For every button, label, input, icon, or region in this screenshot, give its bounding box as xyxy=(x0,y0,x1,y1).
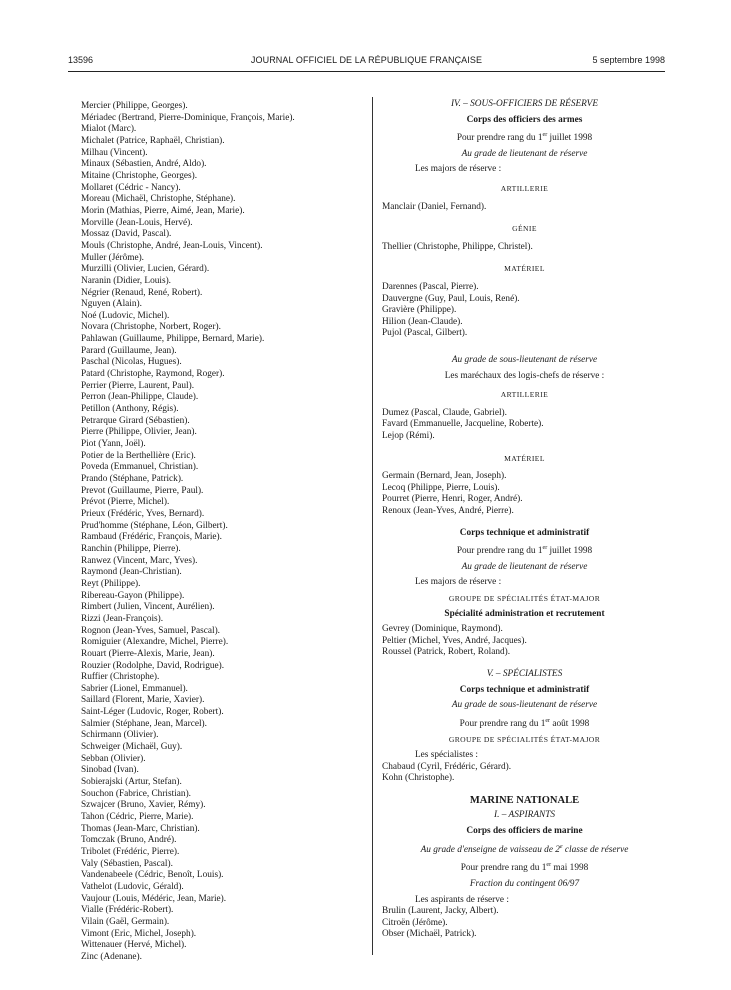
rang-aout: Pour prendre rang du 1er août 1998 xyxy=(459,717,590,729)
specialite-admin-heading: Spécialité administration et recrutement xyxy=(444,608,605,619)
name-entry: Salmier (Stéphane, Jean, Marcel). xyxy=(81,718,207,729)
majors2-label: Les majors de réserve : xyxy=(415,577,502,588)
name-entry: Ranwez (Vincent, Marc, Yves). xyxy=(81,555,198,566)
aspirants-name-list xyxy=(382,906,667,941)
materiel2-label: MATÉRIEL xyxy=(504,453,545,463)
name-entry: Gevrey (Dominique, Raymond). xyxy=(382,624,503,635)
name-entry: Perrier (Pierre, Laurent, Paul). xyxy=(81,380,195,391)
name-entry: Prevot (Guillaume, Pierre, Paul). xyxy=(81,485,204,496)
name-entry: Raymond (Jean-Christian). xyxy=(81,567,182,578)
name-entry: Muller (Jérôme). xyxy=(81,252,144,263)
corps-marine-heading: Corps des officiers de marine xyxy=(466,826,583,836)
header-rule xyxy=(68,71,665,72)
name-entry: Saint-Léger (Ludovic, Roger, Robert). xyxy=(81,707,224,718)
name-entry: Kohn (Christophe). xyxy=(382,773,455,784)
name-entry: Reyt (Philippe). xyxy=(81,578,141,589)
rang-juillet-2: Pour prendre rang du 1er juillet 1998 xyxy=(456,545,593,557)
rang-juillet: Pour prendre rang du 1er juillet 1998 xyxy=(456,132,593,144)
name-entry: Dumez (Pascal, Claude, Gabriel). xyxy=(382,407,507,418)
name-entry: Chabaud (Cyril, Frédéric, Gérard). xyxy=(382,761,512,772)
name-entry: Pujol (Pascal, Gilbert). xyxy=(382,328,468,339)
name-entry: Petillon (Anthony, Régis). xyxy=(81,404,179,415)
name-entry: Mériadec (Bertrand, Pierre-Dominique, François, Marie). xyxy=(81,112,295,123)
page-number: 13596 xyxy=(68,55,94,65)
name-entry: Pierre (Philippe, Olivier, Jean). xyxy=(81,427,197,438)
name-entry: Mossaz (David, Pascal). xyxy=(81,229,172,240)
fraction-contingent: Fraction du contingent 06/97 xyxy=(469,878,580,889)
journal-title: JOURNAL OFFICIEL DE LA RÉPUBLIQUE FRANÇAISE xyxy=(250,55,483,65)
name-entry: Renoux (Jean-Yves, André, Pierre). xyxy=(382,505,514,516)
name-entry: Prieux (Frédéric, Yves, Bernard). xyxy=(81,508,205,519)
name-entry: Noé (Ludovic, Michel). xyxy=(81,310,170,321)
groupe-em-label: GROUPE DE SPÉCIALITÉS ÉTAT-MAJOR xyxy=(448,594,601,603)
name-entry: Wittenauer (Hervé, Michel). xyxy=(81,940,187,951)
name-entry: Peltier (Michel, Yves, André, Jacques). xyxy=(382,635,527,646)
name-entry: Favard (Emmanuelle, Jacqueline, Roberte). xyxy=(382,419,544,430)
name-entry: Petrarque Girard (Sébastien). xyxy=(81,415,190,426)
name-entry: Rouart (Pierre-Alexis, Marie, Jean). xyxy=(81,648,215,659)
name-entry: Perron (Jean-Philippe, Claude). xyxy=(81,392,199,403)
artillerie-name-list xyxy=(382,202,667,214)
right-column xyxy=(382,99,667,941)
name-entry: Vimont (Eric, Michel, Joseph). xyxy=(81,928,197,939)
name-entry: Brulin (Laurent, Jacky, Albert). xyxy=(382,906,499,917)
name-entry: Tribolet (Frédéric, Pierre). xyxy=(81,847,180,857)
name-entry: Négrier (Renaud, René, Robert). xyxy=(81,287,203,298)
name-entry: Naranin (Didier, Louis). xyxy=(81,275,171,286)
name-entry: Sebban (Olivier). xyxy=(81,753,146,764)
name-entry: Vialle (Frédéric-Robert). xyxy=(81,905,174,916)
publication-date: 5 septembre 1998 xyxy=(592,55,665,65)
name-entry: Romiguier (Alexandre, Michel, Pierre). xyxy=(81,637,229,648)
name-entry: Potier de la Berthellière (Eric). xyxy=(81,450,196,461)
genie-name-list xyxy=(382,242,667,254)
aspirants-label: Les aspirants de réserve : xyxy=(415,894,509,905)
page-header xyxy=(68,55,665,69)
name-entry: Minaux (Sébastien, André, Aldo). xyxy=(81,159,207,170)
rang-mai: Pour prendre rang du 1er mai 1998 xyxy=(460,862,589,874)
marechaux-label: Les maréchaux des logis-chefs de réserve : xyxy=(444,370,605,381)
name-entry: Morville (Jean-Louis, Hervé). xyxy=(81,217,193,228)
name-entry: Ruffier (Christophe). xyxy=(81,672,160,683)
name-entry: Sabrier (Lionel, Emmanuel). xyxy=(81,683,188,694)
name-entry: Lejop (Rémi). xyxy=(382,430,435,441)
admin-name-list xyxy=(382,624,667,659)
name-entry: Morin (Mathias, Pierre, Aimé, Jean, Marie). xyxy=(81,205,245,216)
majors-label: Les majors de réserve : xyxy=(415,164,502,175)
name-entry: Vaujour (Louis, Médéric, Jean, Marie). xyxy=(81,893,227,904)
name-entry: Roussel (Patrick, Robert, Roland). xyxy=(382,647,511,658)
name-entry: Tahon (Cédric, Pierre, Marie). xyxy=(81,812,194,823)
name-entry: Sobierajski (Artur, Stefan). xyxy=(81,777,182,788)
section-v-title: V. – SPÉCIALISTES xyxy=(486,668,563,679)
corps-technique-heading: Corps technique et administratif xyxy=(459,527,590,538)
name-entry: Parard (Guillaume, Jean). xyxy=(81,345,177,356)
name-entry: Piot (Yann, Joël). xyxy=(81,439,146,450)
name-entry: Valy (Sébastien, Pascal). xyxy=(81,858,173,869)
name-entry: Lecoq (Philippe, Pierre, Louis). xyxy=(382,482,500,493)
name-entry: Rizzi (Jean-François). xyxy=(81,613,164,624)
materiel-name-list xyxy=(382,282,667,340)
left-column-name-list xyxy=(81,101,366,964)
name-entry: Ribereau-Gayon (Philippe). xyxy=(81,590,185,601)
name-entry: Pourret (Pierre, Henri, Roger, André). xyxy=(382,494,523,505)
name-entry: Patard (Christophe, Raymond, Roger). xyxy=(81,369,225,380)
name-entry: Vathelot (Ludovic, Gérald). xyxy=(81,881,184,892)
name-entry: Tomczak (Bruno, André). xyxy=(81,835,177,846)
column-divider xyxy=(372,97,373,955)
name-entry: Thomas (Jean-Marc, Christian). xyxy=(81,823,200,834)
name-entry: Zinc (Adenane). xyxy=(81,951,142,962)
grade-sous-lieutenant-2: Au grade de sous-lieutenant de réserve xyxy=(451,700,598,711)
name-entry: Sinobad (Ivan). xyxy=(81,765,139,776)
grade-lieutenant-2: Au grade de lieutenant de réserve xyxy=(461,561,588,572)
name-entry: Prévot (Pierre, Michel). xyxy=(81,497,170,508)
section-iv-title: IV. – SOUS-OFFICIERS DE RÉSERVE xyxy=(450,99,599,109)
name-entry: Michalet (Patrice, Raphaël, Christian). xyxy=(81,135,225,146)
grade-sous-lieutenant: Au grade de sous-lieutenant de réserve xyxy=(451,355,598,365)
artillerie2-label: ARTILLERIE xyxy=(500,390,549,400)
materiel2-name-list xyxy=(382,471,667,517)
name-entry: Germain (Bernard, Jean, Joseph). xyxy=(382,471,507,482)
artillerie-label: ARTILLERIE xyxy=(500,184,549,194)
marine-title: MARINE NATIONALE xyxy=(469,794,580,806)
name-entry: Darennes (Pascal, Pierre). xyxy=(382,282,479,293)
name-entry: Vilain (Gaël, Germain). xyxy=(81,916,170,927)
name-entry: Rimbert (Julien, Vincent, Aurélien). xyxy=(81,602,215,613)
grade-lieutenant: Au grade de lieutenant de réserve xyxy=(461,148,588,159)
name-entry: Schweiger (Michaël, Guy). xyxy=(81,742,183,753)
name-entry: Paschal (Nicolas, Hugues). xyxy=(81,357,182,368)
name-entry: Prud'homme (Stéphane, Léon, Gilbert). xyxy=(81,520,228,531)
name-entry: Murzilli (Olivier, Lucien, Gérard). xyxy=(81,264,210,275)
name-entry: Souchon (Fabrice, Christian). xyxy=(81,788,191,799)
name-entry: Hilion (Jean-Claude). xyxy=(382,316,463,327)
name-entry: Obser (Michaël, Patrick). xyxy=(382,929,477,940)
name-entry: Gravière (Philippe). xyxy=(382,305,457,316)
grade-enseigne: Au grade d'enseigne de vaisseau de 2e classe de réserve xyxy=(420,843,629,855)
name-entry: Rouzier (Rodolphe, David, Rodrigue). xyxy=(81,660,225,671)
artillerie2-name-list xyxy=(382,408,667,443)
name-entry: Nguyen (Alain). xyxy=(81,299,142,310)
corps-technique-2-heading: Corps technique et administratif xyxy=(459,684,590,695)
name-entry: Dauvergne (Guy, Paul, Louis, René). xyxy=(382,293,520,304)
groupe-em2-label: GROUPE DE SPÉCIALITÉS ÉTAT-MAJOR xyxy=(448,735,601,745)
name-entry: Mouls (Christophe, André, Jean-Louis, Vincent). xyxy=(81,240,263,251)
name-entry: Manclair (Daniel, Fernand). xyxy=(382,201,487,212)
aspirants-title: I. – ASPIRANTS xyxy=(493,810,556,821)
name-entry: Moreau (Michaël, Christophe, Stéphane). xyxy=(81,194,236,205)
name-entry: Vandenabeele (Cédric, Benoît, Louis). xyxy=(81,870,224,881)
name-entry: Saillard (Florent, Marie, Xavier). xyxy=(81,695,205,706)
corps-armes-heading: Corps des officiers des armes xyxy=(466,114,583,125)
specialistes-name-list xyxy=(382,762,667,785)
name-entry: Citroën (Jérôme). xyxy=(382,917,448,928)
name-entry: Schirmann (Olivier). xyxy=(81,730,159,741)
name-entry: Prando (Stéphane, Patrick). xyxy=(81,474,184,484)
name-entry: Szwajcer (Bruno, Xavier, Rémy). xyxy=(81,800,206,811)
genie-label: GÉNIE xyxy=(512,224,537,234)
name-entry: Rognon (Jean-Yves, Samuel, Pascal). xyxy=(81,625,221,636)
name-entry: Milhau (Vincent). xyxy=(81,147,148,158)
name-entry: Thellier (Christophe, Philippe, Christel). xyxy=(382,241,533,252)
name-entry: Mercier (Philippe, Georges). xyxy=(81,101,188,111)
materiel-label: MATÉRIEL xyxy=(504,264,545,274)
name-entry: Rambaud (Frédéric, François, Marie). xyxy=(81,532,222,543)
name-entry: Ranchin (Philippe, Pierre). xyxy=(81,543,181,554)
name-entry: Mialot (Marc). xyxy=(81,124,137,135)
name-entry: Poveda (Emmanuel, Christian). xyxy=(81,462,199,473)
name-entry: Novara (Christophe, Norbert, Roger). xyxy=(81,322,221,333)
name-entry: Mollaret (Cédric - Nancy). xyxy=(81,182,181,193)
name-entry: Mitaine (Christophe, Georges). xyxy=(81,170,198,181)
specialistes-label: Les spécialistes : xyxy=(415,750,478,761)
name-entry: Pahlawan (Guillaume, Philippe, Bernard, Marie). xyxy=(81,334,265,345)
